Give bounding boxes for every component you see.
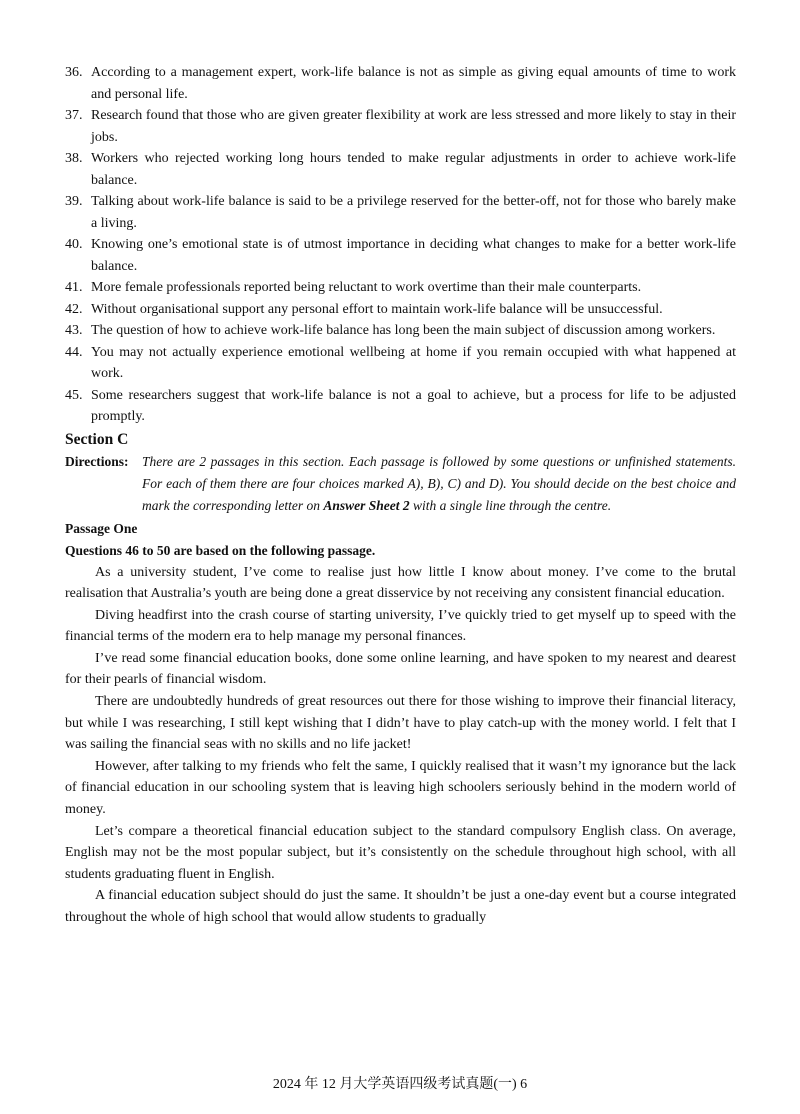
statement-number: 41.: [65, 280, 83, 295]
statement-text: Some researchers suggest that work-life balance is not a goal to achieve, but a process for life to be adjusted promptly.: [91, 387, 736, 424]
passage-label: Passage One: [65, 520, 138, 536]
statement-number: 45.: [65, 387, 83, 403]
statement-text: More female professionals reported being reluctant to work overtime than their male counterparts.: [91, 280, 642, 295]
page-footer: 2024 年 12 月大学英语四级考试真题(一) 6: [272, 1077, 528, 1092]
statement-item: [65, 105, 736, 148]
statement-item: [65, 342, 736, 385]
directions-label: Directions:: [65, 453, 129, 469]
statement-number: 43.: [65, 323, 83, 338]
statement-text: Without organisational support any personal effort to maintain work-life balance will be unsuccessful.: [91, 301, 663, 317]
statement-number: 39.: [65, 194, 83, 209]
statement-text: Workers who rejected working long hours tended to make regular adjustments in order to achieve work-life balance.: [91, 151, 736, 188]
passage-paragraph: I’ve read some financial education books, done some online learning, and have spoken to my nearest and dearest for their pearls of financial wisdom.: [65, 650, 736, 688]
statement-text: Research found that those who are given greater flexibility at work are less stressed and more likely to stay in their jobs.: [91, 108, 736, 145]
statement-item: [65, 191, 736, 234]
questions-label: Questions 46 to 50 are based on the following passage.: [65, 542, 376, 558]
statement-item: [65, 148, 736, 191]
statement-number: 36.: [65, 65, 83, 80]
passage-body: [65, 562, 736, 929]
statement-list: [65, 62, 736, 428]
statement-number: 40.: [65, 237, 83, 252]
statement-number: 38.: [65, 151, 83, 166]
statement-number: 42.: [65, 301, 83, 317]
passage-paragraph: As a university student, I’ve come to realise just how little I know about money. I’ve come to the brutal realisation that Australia’s youth are being done a great disservice by not receiving any consistent financial education.: [65, 564, 736, 602]
statement-item: [65, 62, 736, 105]
statement-text: Talking about work-life balance is said to be a privilege reserved for the better-off, not for those who barely make a living.: [91, 194, 736, 231]
answer-sheet-label: Answer Sheet 2: [323, 497, 410, 513]
passage-paragraph: There are undoubtedly hundreds of great resources out there for those wishing to improve their financial literacy, but while I was researching, I still kept wishing that I didn’t have to play catch-up with the money world. I felt that I was sailing the financial seas with no skills and no life jacket!: [65, 694, 736, 753]
section-title: Section C: [65, 430, 129, 448]
directions-text: [142, 451, 736, 517]
statement-text: According to a management expert, work-life balance is not as simple as giving equal amounts of time to work and personal life.: [91, 65, 736, 102]
directions-text-before: There are 2 passages in this section. Each passage is followed by some questions or unfinished statements. For each of them there are four choices marked A), B), C) and D). You should decide on the best choice and mark the corresponding letter on: [142, 453, 736, 513]
statement-item: [65, 385, 736, 428]
passage-paragraph: Let’s compare a theoretical financial education subject to the standard compulsory English class. On average, English may not be the most popular subject, but it’s consistently on the schedule throughout high school, with all students graduating fluent in English.: [65, 823, 736, 882]
statement-number: 37.: [65, 108, 83, 123]
passage-paragraph: Diving headfirst into the crash course of starting university, I’ve quickly tried to get myself up to speed with the financial terms of the modern era to help manage my personal finances.: [65, 607, 736, 645]
directions: [65, 451, 736, 517]
statement-text: You may not actually experience emotional wellbeing at home if you remain occupied with what happened at work.: [91, 344, 736, 381]
statement-text: The question of how to achieve work-life balance has long been the main subject of discussion among workers.: [91, 323, 716, 338]
statement-item: [65, 277, 736, 299]
statement-number: 44.: [65, 344, 83, 360]
directions-text-after: with a single line through the centre.: [409, 497, 612, 513]
statement-item: [65, 299, 736, 321]
statement-item: [65, 234, 736, 277]
passage-paragraph: A financial education subject should do just the same. It shouldn’t be just a one-day event but a course integrated throughout the whole of high school that would allow students to gradually: [65, 888, 736, 925]
statement-item: [65, 320, 736, 342]
statement-text: Knowing one’s emotional state is of utmost importance in deciding what changes to make for a better work-life balance.: [91, 237, 736, 274]
passage-paragraph: However, after talking to my friends who felt the same, I quickly realised that it wasn’t my ignorance but the lack of financial education in our schooling system that is leaving high schoolers seriously behind in the modern world of money.: [65, 758, 736, 818]
